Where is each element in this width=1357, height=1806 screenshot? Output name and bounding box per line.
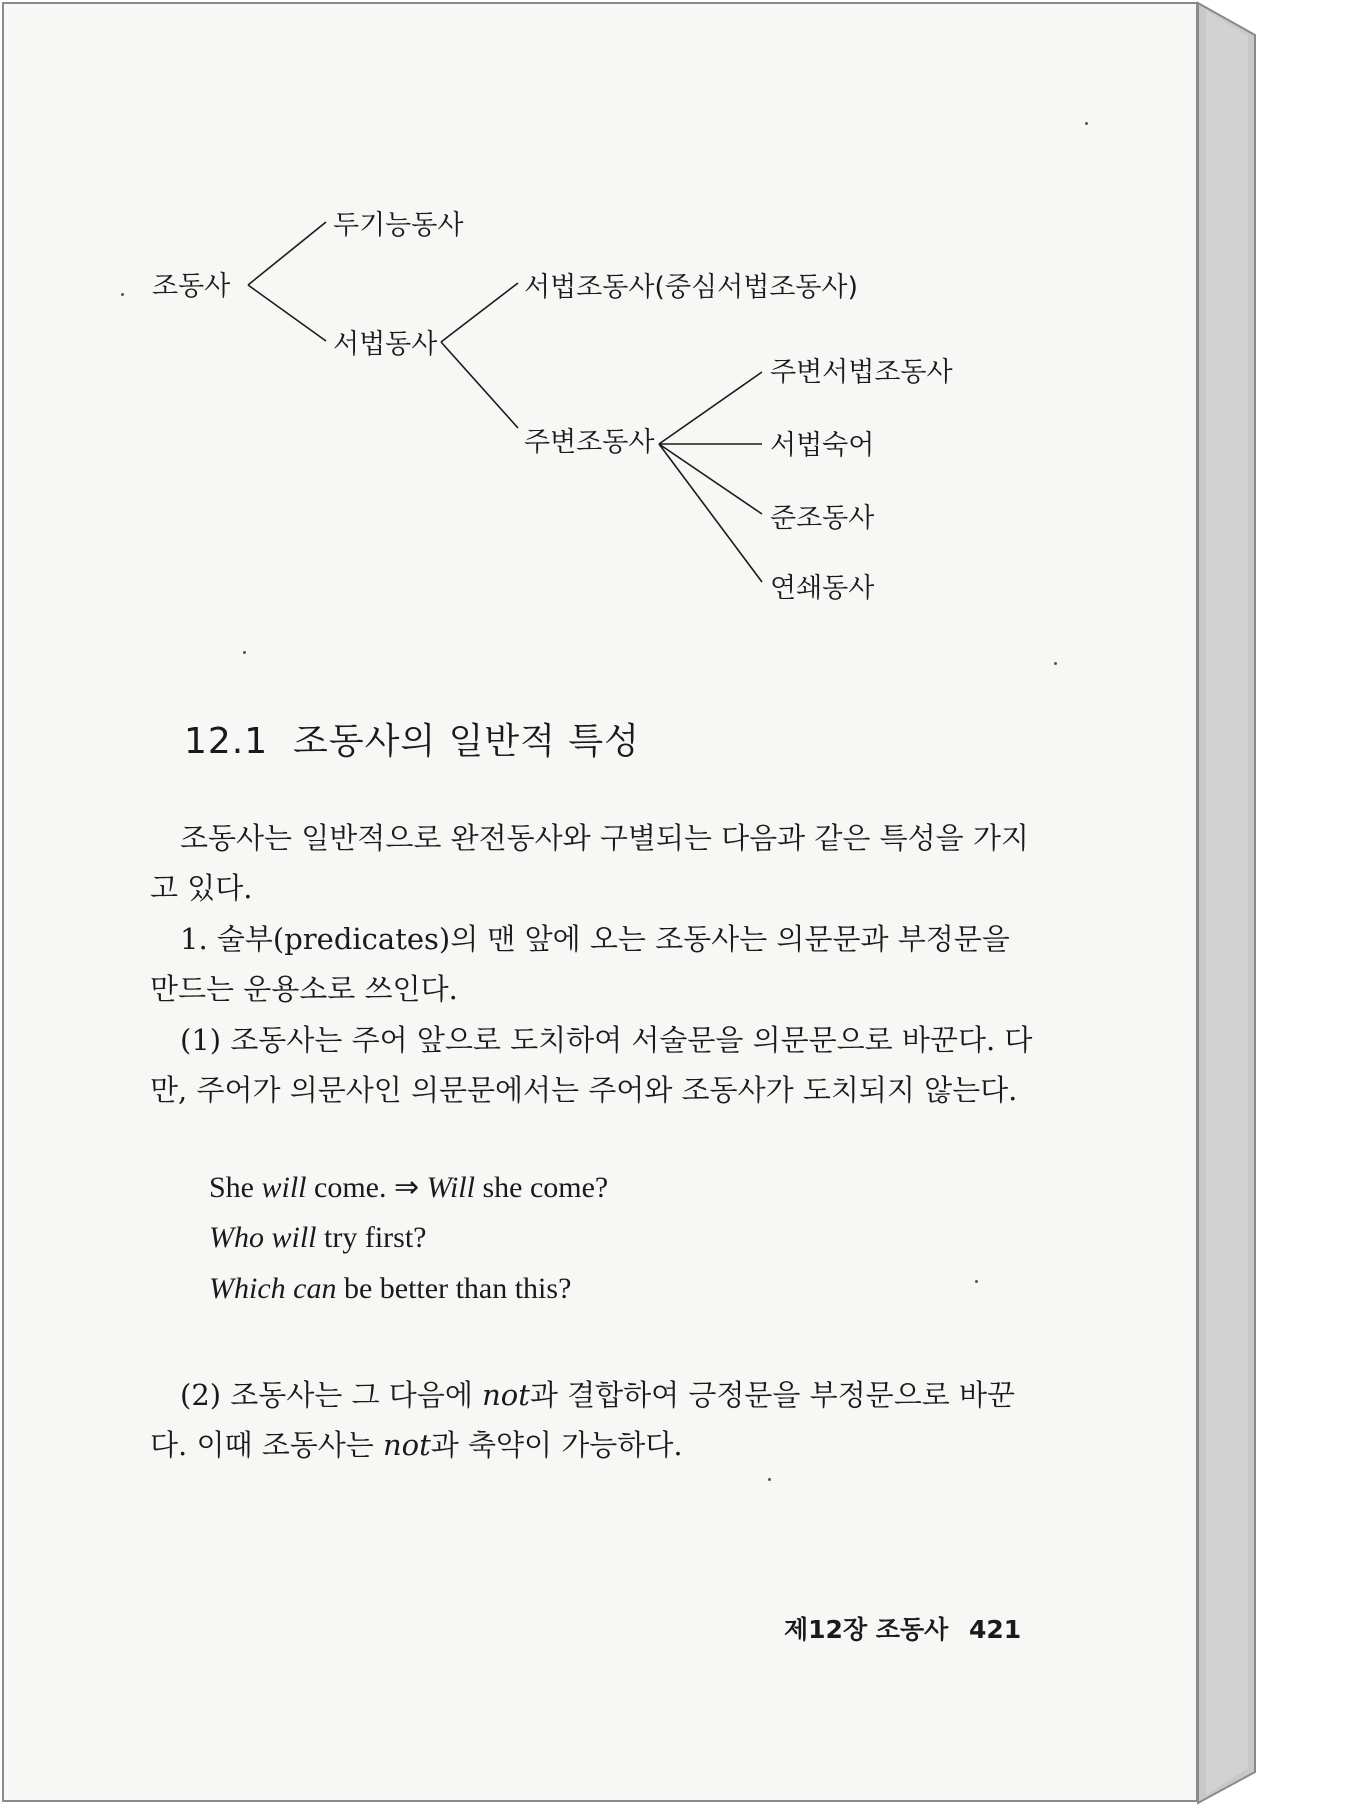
tree-semi-aux: 준조동사 xyxy=(770,503,875,534)
example-2: Who will try first? xyxy=(209,1221,427,1254)
paragraph-intro: 조동사는 일반적으로 완전동사와 구별되는 다음과 같은 특성을 가지고 있다. xyxy=(150,821,1029,905)
section-number: 12.1 xyxy=(184,721,269,762)
branch-semi-aux xyxy=(659,444,762,514)
tree-root: 조동사 xyxy=(152,271,231,302)
scan-speck xyxy=(768,1478,771,1481)
tree-modal-aux: 서법조동사(중심서법조동사) xyxy=(524,272,859,303)
paragraph-point-1: 1. 술부(predicates)의 맨 앞에 오는 조동사는 의문문과 부정문을 만드는 운용소로 쓰인다. xyxy=(150,922,1010,1006)
tree-marginal-modal-aux: 주변서법조동사 xyxy=(770,357,953,388)
tree-modal-idiom: 서법숙어 xyxy=(770,430,875,461)
tree-catenative: 연쇄동사 xyxy=(770,573,875,604)
auxiliary-verb-tree xyxy=(0,0,1357,700)
scan-speck xyxy=(243,651,246,654)
page-footer xyxy=(784,1610,1021,1646)
scan-speck xyxy=(1054,662,1057,665)
tree-marginal-aux: 주변조동사 xyxy=(524,427,655,458)
tree-dual-function: 두기능동사 xyxy=(333,210,464,241)
example-3: Which can be better than this? xyxy=(209,1272,572,1305)
paragraph-point-1-1: (1) 조동사는 주어 앞으로 도치하여 서술문을 의문문으로 바꾼다. 다만, 주어가 의문사인 의문문에서는 주어와 조동사가 도치되지 않는다. xyxy=(150,1023,1033,1107)
paragraph-point-1-2: (2) 조동사는 그 다음에 not과 결합하여 긍정문을 부정문으로 바꾼다. 이때 조동사는 not과 축약이 가능하다. xyxy=(150,1378,1015,1462)
branch-catenative xyxy=(659,444,762,582)
section-heading xyxy=(184,713,640,764)
example-1: She will come. ⇒ Will she come? xyxy=(209,1171,609,1204)
section-title: 조동사의 일반적 특성 xyxy=(293,721,640,762)
scan-speck xyxy=(121,293,124,296)
scan-speck xyxy=(975,1280,978,1283)
branch-modal-aux xyxy=(441,283,518,342)
branch-marginal-aux xyxy=(441,342,518,428)
branch-marginal-modal xyxy=(659,372,762,444)
footer-page-number: 421 xyxy=(968,1615,1022,1644)
branch-root-modal xyxy=(248,285,326,341)
tree-modal-verb: 서법동사 xyxy=(333,329,438,360)
scan-speck xyxy=(1085,122,1088,125)
footer-chapter: 제12장 조동사 xyxy=(784,1615,949,1644)
branch-root-dual xyxy=(248,222,326,285)
